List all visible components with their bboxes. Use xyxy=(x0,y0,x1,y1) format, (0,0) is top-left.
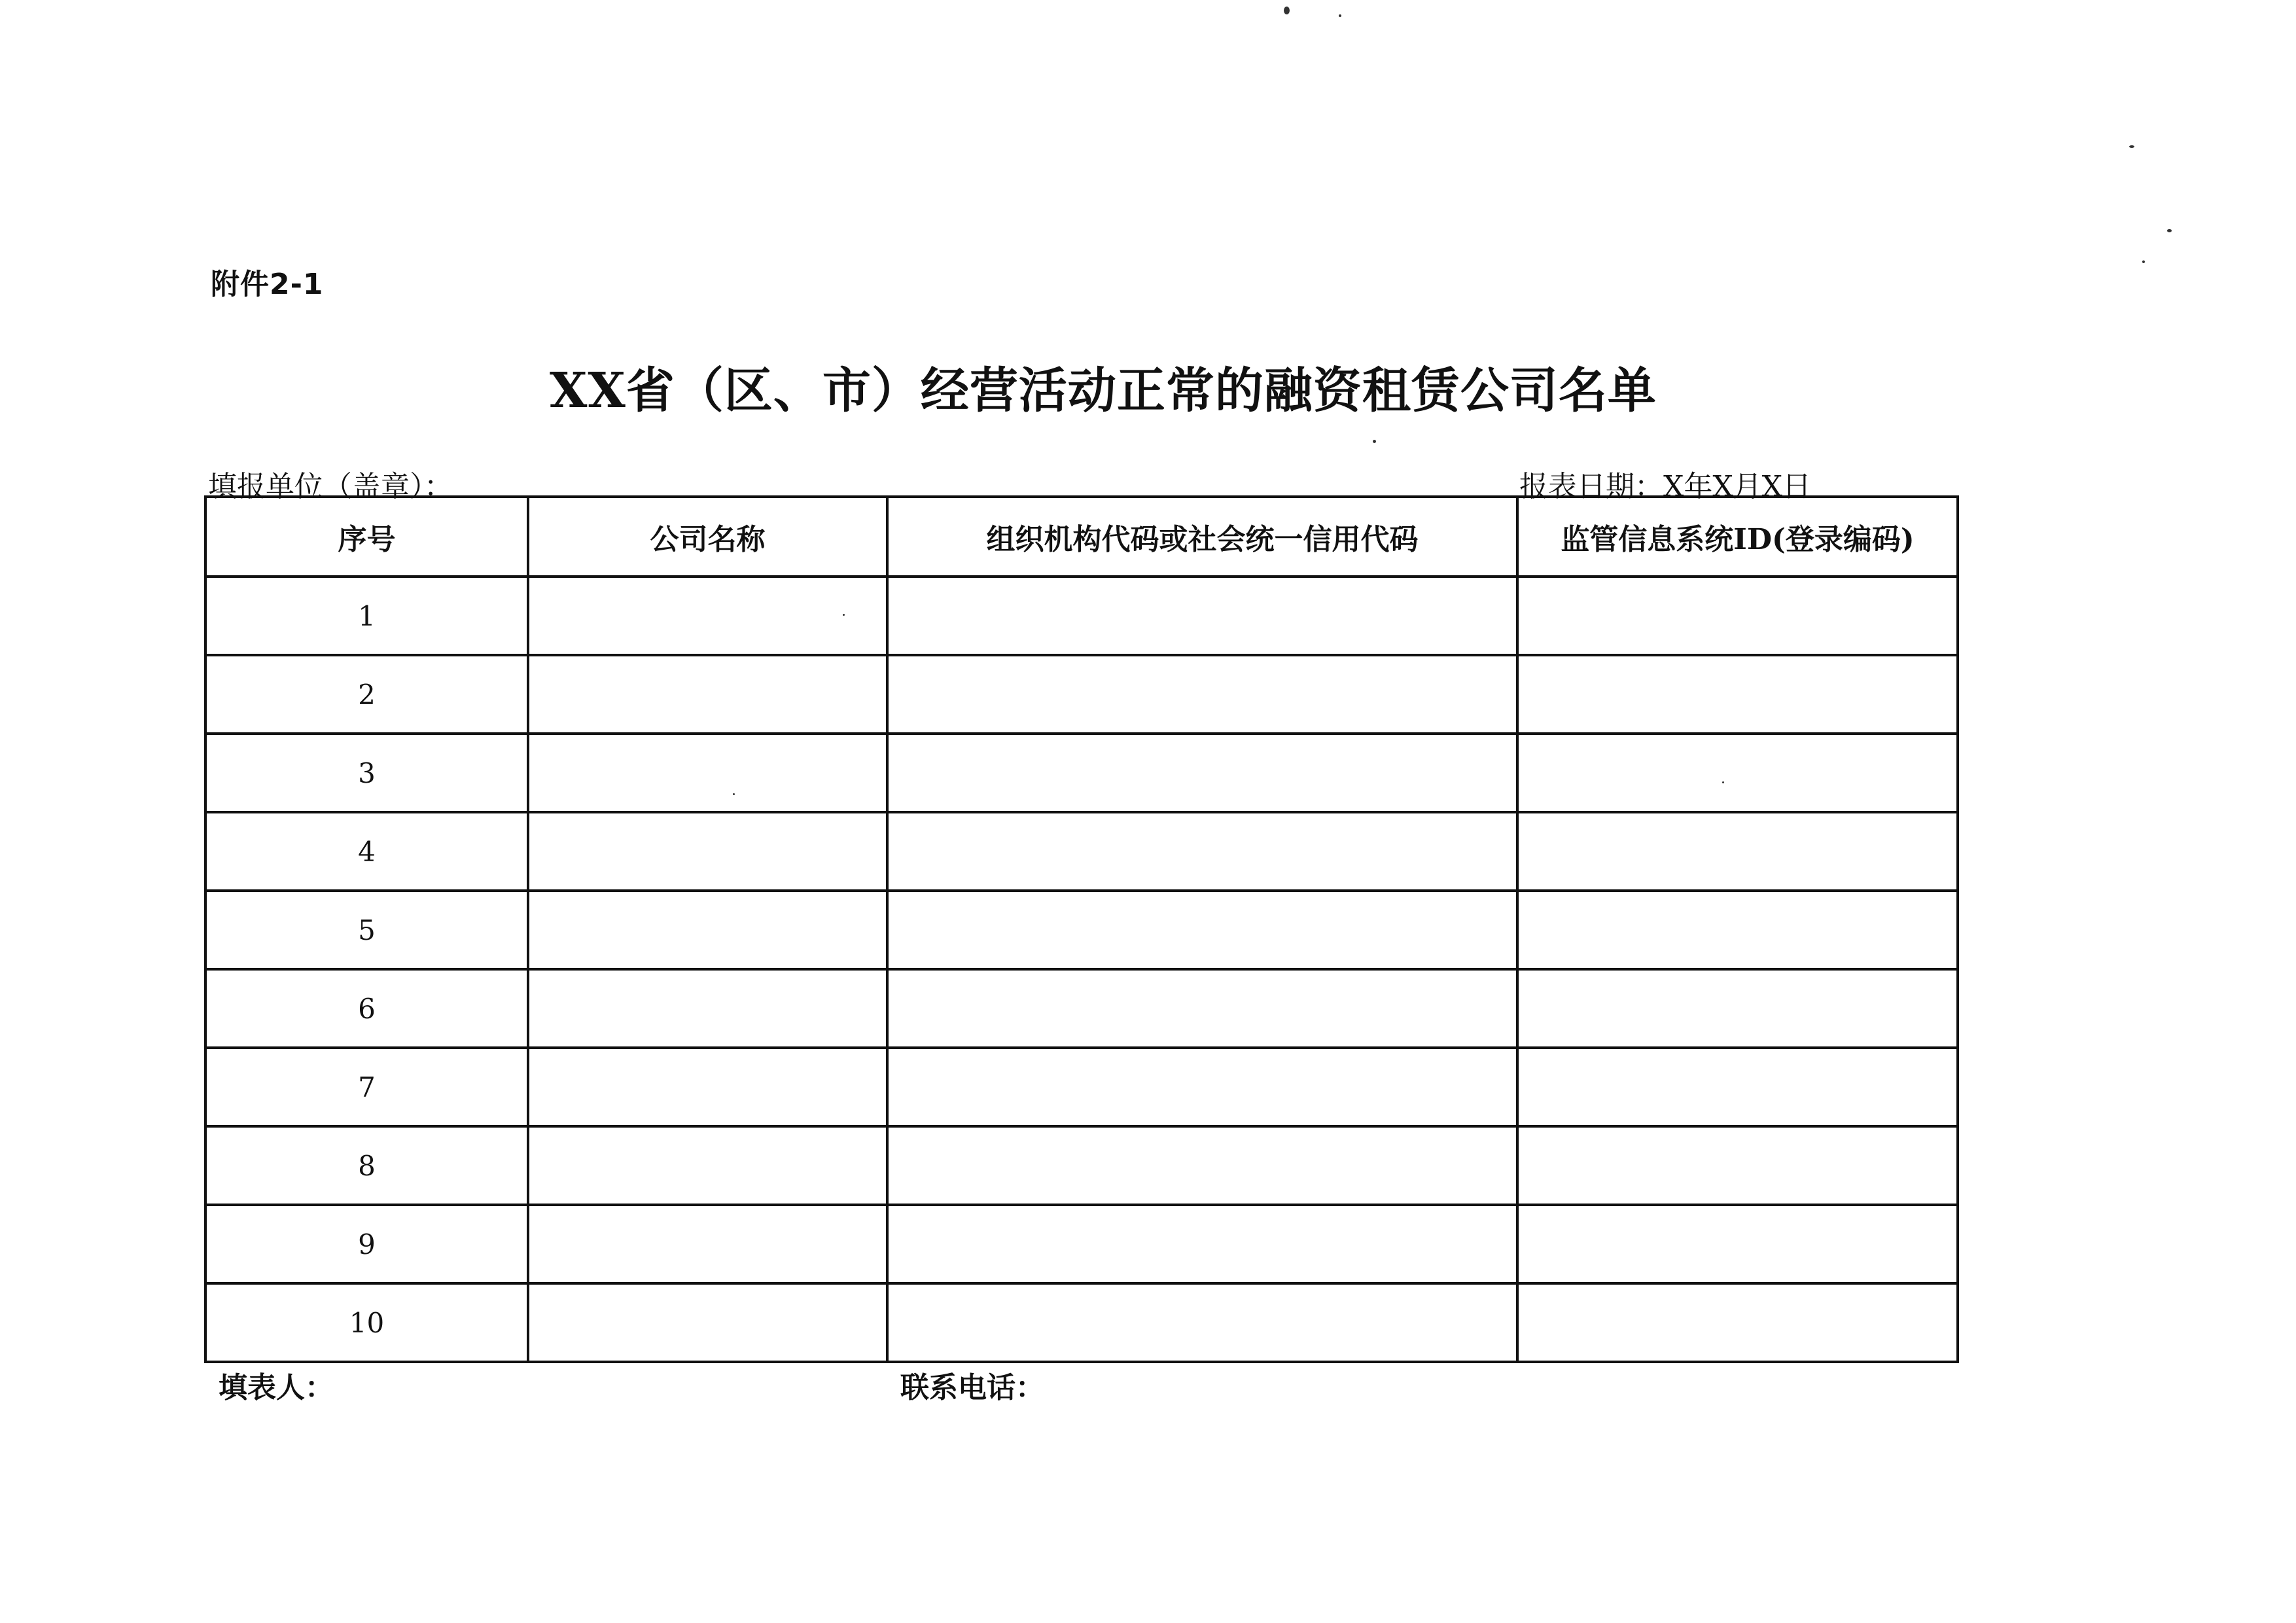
column-header-serial: 序号 xyxy=(205,497,528,577)
credit-code-cell[interactable] xyxy=(887,577,1517,655)
report-date: 报表日期：X年X月X日 xyxy=(1519,470,1811,503)
scan-speck xyxy=(2142,260,2145,263)
system-id-cell[interactable] xyxy=(1517,655,1958,734)
credit-code-cell[interactable] xyxy=(887,969,1517,1048)
serial-cell: 8 xyxy=(205,1126,528,1205)
credit-code-cell[interactable] xyxy=(887,655,1517,734)
scan-speck xyxy=(1373,440,1376,443)
table-row xyxy=(205,734,1958,812)
scan-speck xyxy=(2129,145,2134,148)
scan-speck xyxy=(1339,14,1341,17)
serial-cell: 6 xyxy=(205,969,528,1048)
scan-speck xyxy=(1722,781,1724,783)
table-row xyxy=(205,577,1958,655)
system-id-cell[interactable] xyxy=(1517,812,1958,891)
serial-cell: 1 xyxy=(205,577,528,655)
form-filler-label: 填表人： xyxy=(219,1371,334,1404)
column-header-credit-code: 组织机构代码或社会统一信用代码 xyxy=(887,497,1517,577)
scan-speck xyxy=(843,614,845,616)
annex-label: 附件2-1 xyxy=(211,268,324,301)
contact-phone-label: 联系电话： xyxy=(900,1371,1044,1404)
company-name-cell[interactable] xyxy=(528,1205,887,1283)
credit-code-cell[interactable] xyxy=(887,812,1517,891)
credit-code-cell[interactable] xyxy=(887,1126,1517,1205)
scan-speck xyxy=(2167,229,2172,232)
company-name-cell[interactable] xyxy=(528,812,887,891)
company-name-cell[interactable] xyxy=(528,734,887,812)
credit-code-cell[interactable] xyxy=(887,1205,1517,1283)
system-id-cell[interactable] xyxy=(1517,1205,1958,1283)
column-header-company-name: 公司名称 xyxy=(528,497,887,577)
scan-speck xyxy=(733,793,735,795)
company-name-cell[interactable] xyxy=(528,655,887,734)
system-id-cell[interactable] xyxy=(1517,734,1958,812)
serial-cell: 10 xyxy=(205,1283,528,1362)
credit-code-cell[interactable] xyxy=(887,734,1517,812)
serial-cell: 7 xyxy=(205,1048,528,1126)
serial-cell: 3 xyxy=(205,734,528,812)
system-id-cell[interactable] xyxy=(1517,1048,1958,1126)
serial-cell: 4 xyxy=(205,812,528,891)
company-name-cell[interactable] xyxy=(528,1048,887,1126)
table-row xyxy=(205,1205,1958,1283)
serial-cell: 2 xyxy=(205,655,528,734)
company-name-cell[interactable] xyxy=(528,577,887,655)
system-id-cell[interactable] xyxy=(1517,577,1958,655)
table-row xyxy=(205,812,1958,891)
table-row xyxy=(205,891,1958,969)
scan-speck xyxy=(1284,7,1290,14)
credit-code-cell[interactable] xyxy=(887,891,1517,969)
document-title: XX省（区、市）经营活动正常的融资租赁公司名单 xyxy=(550,363,1657,419)
table-row xyxy=(205,1283,1958,1362)
reporting-unit-label: 填报单位（盖章）： xyxy=(208,470,453,503)
table-row xyxy=(205,1048,1958,1126)
company-name-cell[interactable] xyxy=(528,891,887,969)
table-header-row xyxy=(205,497,1958,577)
credit-code-cell[interactable] xyxy=(887,1283,1517,1362)
table-row xyxy=(205,655,1958,734)
column-header-system-id: 监管信息系统ID(登录编码) xyxy=(1517,497,1958,577)
company-name-cell[interactable] xyxy=(528,1283,887,1362)
company-list-table xyxy=(204,495,1959,1363)
credit-code-cell[interactable] xyxy=(887,1048,1517,1126)
system-id-cell[interactable] xyxy=(1517,891,1958,969)
system-id-cell[interactable] xyxy=(1517,1126,1958,1205)
table-row xyxy=(205,969,1958,1048)
system-id-cell[interactable] xyxy=(1517,1283,1958,1362)
serial-cell: 5 xyxy=(205,891,528,969)
company-name-cell[interactable] xyxy=(528,969,887,1048)
serial-cell: 9 xyxy=(205,1205,528,1283)
system-id-cell[interactable] xyxy=(1517,969,1958,1048)
company-name-cell[interactable] xyxy=(528,1126,887,1205)
table-row xyxy=(205,1126,1958,1205)
